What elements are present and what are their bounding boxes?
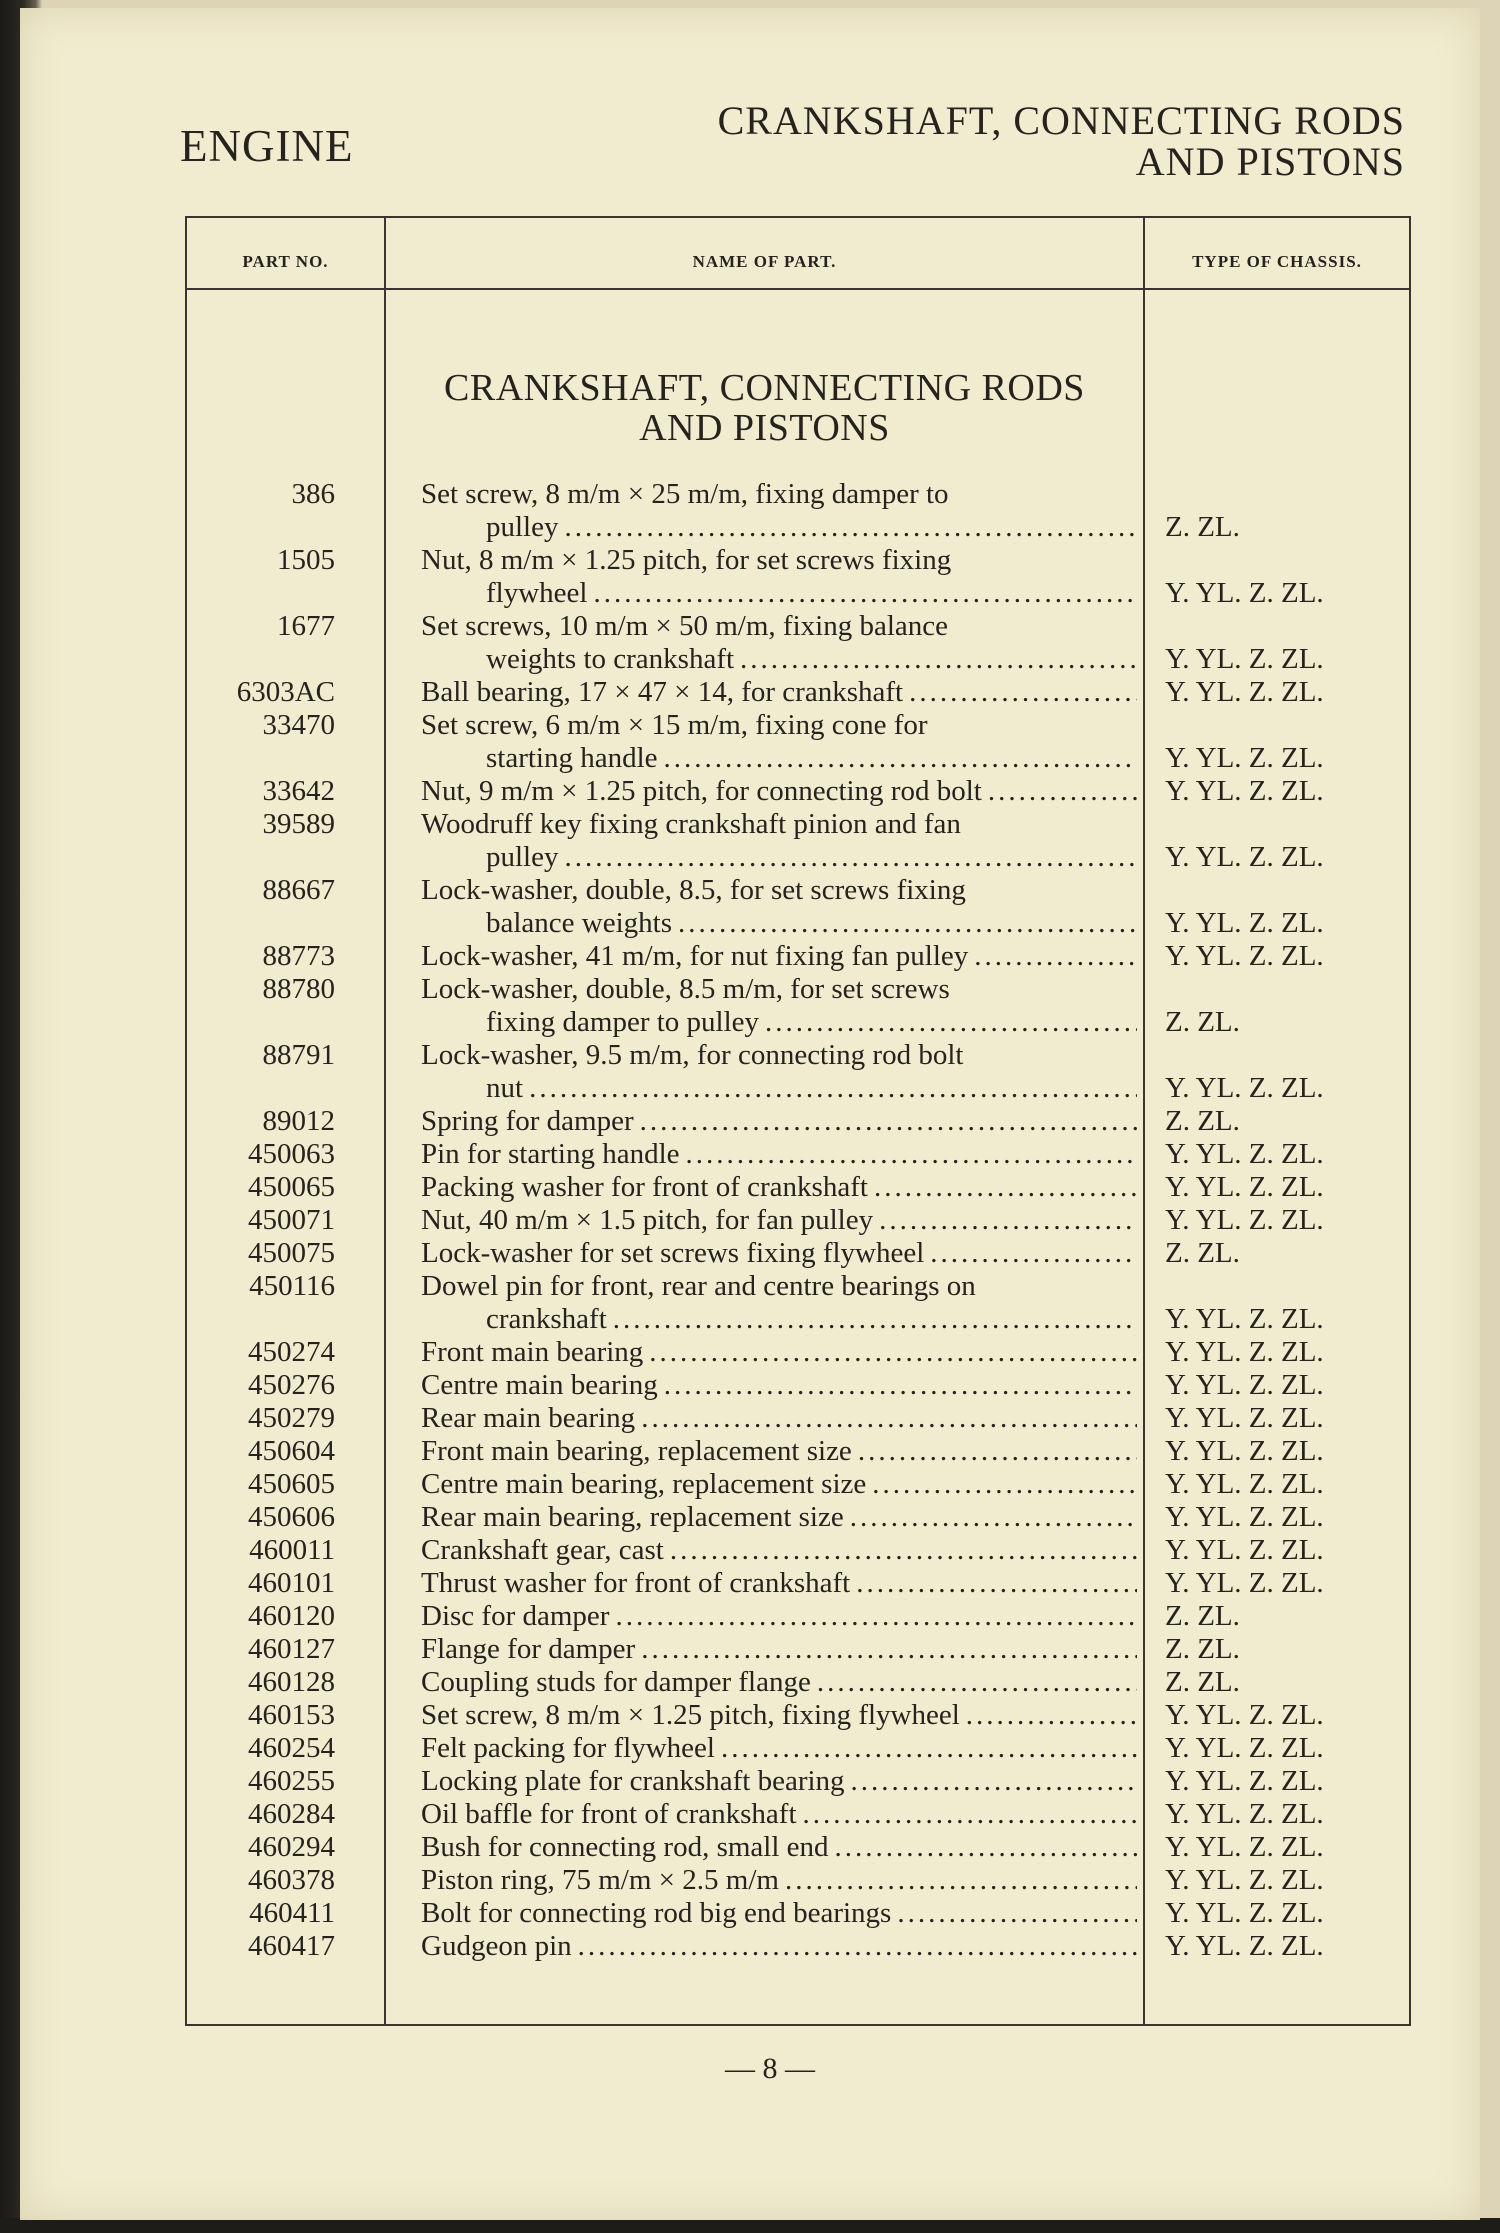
chassis-type: Y. YL. Z. ZL. <box>1165 1930 1324 1962</box>
part-name-line <box>421 610 1137 643</box>
part-name <box>421 1567 1137 1600</box>
part-number: 460294 <box>248 1831 335 1863</box>
part-name-line <box>421 808 1137 841</box>
part-name-line <box>421 1567 1137 1600</box>
table-row <box>187 478 1409 544</box>
part-name-line <box>421 874 1137 907</box>
part-name-text: Felt packing for flywheel <box>421 1732 715 1764</box>
table-section-title-line2: AND PISTONS <box>639 407 890 449</box>
part-name-text: balance weights <box>486 907 673 939</box>
part-number: 33642 <box>262 775 335 807</box>
part-name-line <box>421 742 1137 775</box>
part-name <box>421 1831 1137 1864</box>
chassis-type: Z. ZL. <box>1165 511 1240 543</box>
parts-table <box>185 216 1411 2026</box>
part-number: 460255 <box>248 1765 335 1797</box>
part-name-text: pulley <box>486 841 559 873</box>
part-name <box>421 1699 1137 1732</box>
leader-dots <box>817 1666 1137 1699</box>
part-name-line <box>421 511 1137 544</box>
table-row <box>187 973 1409 1039</box>
part-name-text: fixing damper to pulley <box>486 1006 760 1038</box>
part-number: 386 <box>291 478 335 510</box>
leader-dots <box>930 1237 1137 1270</box>
part-name-line <box>421 1666 1137 1699</box>
part-name-text: weights to crankshaft <box>486 643 735 675</box>
part-name-text: Oil baffle for front of crankshaft <box>421 1798 797 1830</box>
chassis-type: Y. YL. Z. ZL. <box>1165 1501 1324 1533</box>
part-name <box>421 1171 1137 1204</box>
part-name-text: Piston ring, 75 m/m × 2.5 m/m <box>421 1864 779 1896</box>
leader-dots <box>578 1930 1137 1963</box>
part-name-text: Set screws, 10 m/m × 50 m/m, fixing balance <box>421 610 948 642</box>
leader-dots <box>879 1204 1137 1237</box>
leader-dots <box>670 1534 1137 1567</box>
part-name-line <box>421 1897 1137 1930</box>
part-name-line <box>421 1138 1137 1171</box>
part-name-text: Disc for damper <box>421 1600 610 1632</box>
chassis-type: Z. ZL. <box>1165 1600 1240 1632</box>
part-name-text: Nut, 8 m/m × 1.25 pitch, for set screws fixing <box>421 544 952 576</box>
chassis-type: Y. YL. Z. ZL. <box>1165 1897 1324 1929</box>
chassis-type: Y. YL. Z. ZL. <box>1165 1864 1324 1896</box>
part-number: 450071 <box>248 1204 335 1236</box>
part-name-line <box>421 1237 1137 1270</box>
part-number: 460101 <box>248 1567 335 1599</box>
chassis-type: Y. YL. Z. ZL. <box>1165 1171 1324 1203</box>
part-name-line <box>421 1798 1137 1831</box>
part-name-line <box>421 643 1137 676</box>
part-number: 460417 <box>248 1930 335 1962</box>
part-name <box>421 1864 1137 1897</box>
part-number: 450606 <box>248 1501 335 1533</box>
part-name <box>421 1336 1137 1369</box>
part-name <box>421 676 1137 709</box>
leader-dots <box>641 1633 1137 1666</box>
table-row <box>187 940 1409 973</box>
table-row <box>187 1633 1409 1666</box>
leader-dots <box>803 1798 1137 1831</box>
part-name-line <box>421 907 1137 940</box>
part-name-line <box>421 1303 1137 1336</box>
leader-dots <box>858 1435 1137 1468</box>
table-row <box>187 1567 1409 1600</box>
part-name-text: Spring for damper <box>421 1105 634 1137</box>
leader-dots <box>721 1732 1137 1765</box>
part-name-text: Centre main bearing, replacement size <box>421 1468 867 1500</box>
page-number: — 8 — <box>725 2052 815 2085</box>
part-number: 450604 <box>248 1435 335 1467</box>
part-name <box>421 1402 1137 1435</box>
leader-dots <box>974 940 1137 973</box>
table-row <box>187 1699 1409 1732</box>
leader-dots <box>565 511 1138 544</box>
part-number: 450605 <box>248 1468 335 1500</box>
chassis-type: Y. YL. Z. ZL. <box>1165 940 1324 972</box>
part-number: 1677 <box>277 610 335 642</box>
part-name-text: pulley <box>486 511 559 543</box>
part-name-line <box>421 676 1137 709</box>
chassis-type: Z. ZL. <box>1165 1237 1240 1269</box>
part-name <box>421 1534 1137 1567</box>
part-name-text: Rear main bearing, replacement size <box>421 1501 844 1533</box>
table-body <box>187 478 1409 1963</box>
part-name-text: Pin for starting handle <box>421 1138 680 1170</box>
leader-dots <box>664 1369 1137 1402</box>
leader-dots <box>765 1006 1137 1039</box>
table-row <box>187 1864 1409 1897</box>
part-number: 460284 <box>248 1798 335 1830</box>
part-name-text: Lock-washer, double, 8.5, for set screws fixing <box>421 874 966 906</box>
part-name-line <box>421 775 1137 808</box>
part-name-text: Centre main bearing <box>421 1369 658 1401</box>
leader-dots <box>966 1699 1137 1732</box>
leader-dots <box>909 676 1137 709</box>
part-name-line <box>421 1039 1137 1072</box>
part-name <box>421 1930 1137 1963</box>
part-name-text: Packing washer for front of crankshaft <box>421 1171 868 1203</box>
chassis-type: Y. YL. Z. ZL. <box>1165 907 1324 939</box>
part-name-text: flywheel <box>486 577 588 609</box>
chassis-type: Y. YL. Z. ZL. <box>1165 1567 1324 1599</box>
part-name-line <box>421 1600 1137 1633</box>
part-name <box>421 1105 1137 1138</box>
table-row <box>187 1039 1409 1105</box>
chassis-type: Y. YL. Z. ZL. <box>1165 841 1324 873</box>
part-name-text: Nut, 9 m/m × 1.25 pitch, for connecting rod bolt <box>421 775 982 807</box>
part-name-text: Rear main bearing <box>421 1402 636 1434</box>
chassis-type: Y. YL. Z. ZL. <box>1165 1732 1324 1764</box>
leader-dots <box>740 643 1137 676</box>
part-name <box>421 1600 1137 1633</box>
chassis-type: Y. YL. Z. ZL. <box>1165 1765 1324 1797</box>
chassis-type: Z. ZL. <box>1165 1006 1240 1038</box>
part-name-line <box>421 709 1137 742</box>
part-name <box>421 1732 1137 1765</box>
table-row <box>187 1435 1409 1468</box>
part-name-line <box>421 841 1137 874</box>
part-name-line <box>421 1402 1137 1435</box>
part-name <box>421 1270 1137 1336</box>
part-name-line <box>421 1864 1137 1897</box>
part-name <box>421 1501 1137 1534</box>
table-row <box>187 1897 1409 1930</box>
leader-dots <box>565 841 1138 874</box>
part-name-text: Lock-washer for set screws fixing flywheel <box>421 1237 925 1269</box>
part-number: 460120 <box>248 1600 335 1632</box>
part-name-text: Coupling studs for damper flange <box>421 1666 811 1698</box>
part-name-line <box>421 973 1137 1006</box>
part-number: 460411 <box>249 1897 335 1929</box>
table-row <box>187 1930 1409 1963</box>
leader-dots <box>897 1897 1137 1930</box>
part-name-line <box>421 1468 1137 1501</box>
part-name-line <box>421 1336 1137 1369</box>
part-name <box>421 478 1137 544</box>
part-number: 450274 <box>248 1336 335 1368</box>
part-name <box>421 973 1137 1039</box>
part-number: 460127 <box>248 1633 335 1665</box>
part-name-text: nut <box>486 1072 524 1104</box>
part-name-text: crankshaft <box>486 1303 607 1335</box>
part-name-text: Set screw, 6 m/m × 15 m/m, fixing cone for <box>421 709 928 741</box>
page <box>20 8 1480 2220</box>
part-number: 1505 <box>277 544 335 576</box>
part-number: 450279 <box>248 1402 335 1434</box>
part-name-line <box>421 1633 1137 1666</box>
table-row <box>187 1468 1409 1501</box>
part-number: 460153 <box>248 1699 335 1731</box>
part-name-text: Woodruff key fixing crankshaft pinion and fan <box>421 808 961 840</box>
part-name-line <box>421 1732 1137 1765</box>
part-name-line <box>421 1270 1137 1303</box>
part-name <box>421 1666 1137 1699</box>
part-name <box>421 874 1137 940</box>
part-name <box>421 709 1137 775</box>
table-section-title <box>386 368 1143 448</box>
leader-dots <box>874 1171 1137 1204</box>
part-number: 450116 <box>249 1270 335 1302</box>
part-name-text: Lock-washer, 9.5 m/m, for connecting rod bolt <box>421 1039 964 1071</box>
part-name-text: Bolt for connecting rod big end bearings <box>421 1897 892 1929</box>
part-name-text: Set screw, 8 m/m × 25 m/m, fixing damper to <box>421 478 949 510</box>
part-number: 6303AC <box>236 676 335 708</box>
part-number: 88773 <box>262 940 335 972</box>
chassis-type: Z. ZL. <box>1165 1105 1240 1137</box>
part-name-line <box>421 1171 1137 1204</box>
part-name-text: Set screw, 8 m/m × 1.25 pitch, fixing flywheel <box>421 1699 960 1731</box>
chassis-type: Y. YL. Z. ZL. <box>1165 1534 1324 1566</box>
part-name-line <box>421 1204 1137 1237</box>
table-row <box>187 1369 1409 1402</box>
part-number: 450075 <box>248 1237 335 1269</box>
part-number: 88791 <box>262 1039 335 1071</box>
part-name-text: Nut, 40 m/m × 1.5 pitch, for fan pulley <box>421 1204 874 1236</box>
part-name <box>421 1633 1137 1666</box>
leader-dots <box>613 1303 1137 1336</box>
column-header-chassis: TYPE OF CHASSIS. <box>1192 252 1362 271</box>
chassis-type: Y. YL. Z. ZL. <box>1165 1402 1324 1434</box>
chassis-type: Y. YL. Z. ZL. <box>1165 1798 1324 1830</box>
leader-dots <box>664 742 1137 775</box>
part-name-line <box>421 478 1137 511</box>
part-name-text: Lock-washer, double, 8.5 m/m, for set screws <box>421 973 950 1005</box>
part-name-text: starting handle <box>486 742 658 774</box>
part-number: 89012 <box>262 1105 335 1137</box>
table-row <box>187 1534 1409 1567</box>
part-name-text: Front main bearing <box>421 1336 644 1368</box>
table-row <box>187 544 1409 610</box>
leader-dots <box>835 1831 1137 1864</box>
leader-dots <box>686 1138 1137 1171</box>
table-row <box>187 1138 1409 1171</box>
part-name-line <box>421 544 1137 577</box>
chassis-type: Y. YL. Z. ZL. <box>1165 742 1324 774</box>
part-name-text: Bush for connecting rod, small end <box>421 1831 829 1863</box>
part-number: 460128 <box>248 1666 335 1698</box>
table-row <box>187 1171 1409 1204</box>
table-row <box>187 1600 1409 1633</box>
part-name-line <box>421 1831 1137 1864</box>
part-name <box>421 1138 1137 1171</box>
part-name <box>421 1435 1137 1468</box>
leader-dots <box>593 577 1137 610</box>
table-row <box>187 808 1409 874</box>
part-name-text: Crankshaft gear, cast <box>421 1534 664 1566</box>
part-name-text: Lock-washer, 41 m/m, for nut fixing fan pulley <box>421 940 969 972</box>
table-row <box>187 1270 1409 1336</box>
chassis-type: Y. YL. Z. ZL. <box>1165 577 1324 609</box>
chassis-type: Y. YL. Z. ZL. <box>1165 1204 1324 1236</box>
leader-dots <box>641 1402 1137 1435</box>
chassis-type: Y. YL. Z. ZL. <box>1165 1072 1324 1104</box>
column-header-part-no: PART NO. <box>242 252 329 271</box>
leader-dots <box>850 1501 1137 1534</box>
part-name <box>421 610 1137 676</box>
leader-dots <box>988 775 1137 808</box>
leader-dots <box>615 1600 1137 1633</box>
header-page-title-line1: CRANKSHAFT, CONNECTING RODS <box>717 98 1405 143</box>
part-number: 450065 <box>248 1171 335 1203</box>
chassis-type: Y. YL. Z. ZL. <box>1165 676 1324 708</box>
part-name <box>421 1369 1137 1402</box>
chassis-type: Z. ZL. <box>1165 1633 1240 1665</box>
chassis-type: Y. YL. Z. ZL. <box>1165 1336 1324 1368</box>
part-number: 460011 <box>249 1534 335 1566</box>
part-name-text: Flange for damper <box>421 1633 636 1665</box>
part-number: 450276 <box>248 1369 335 1401</box>
part-name-text: Dowel pin for front, rear and centre bearings on <box>421 1270 976 1302</box>
leader-dots <box>856 1567 1137 1600</box>
leader-dots <box>851 1765 1137 1798</box>
part-name-text: Thrust washer for front of crankshaft <box>421 1567 851 1599</box>
table-row <box>187 1666 1409 1699</box>
table-row <box>187 610 1409 676</box>
bottom-edge <box>0 2218 1500 2233</box>
table-row <box>187 1765 1409 1798</box>
table-row <box>187 1105 1409 1138</box>
part-name-text: Ball bearing, 17 × 47 × 14, for crankshaft <box>421 676 904 708</box>
part-number: 88780 <box>262 973 335 1005</box>
header-divider <box>187 288 1409 290</box>
part-name <box>421 775 1137 808</box>
part-name-line <box>421 1369 1137 1402</box>
table-row <box>187 676 1409 709</box>
part-name-line <box>421 1699 1137 1732</box>
header-page-title-line2: AND PISTONS <box>1135 139 1405 184</box>
table-row <box>187 1732 1409 1765</box>
table-row <box>187 1237 1409 1270</box>
header-page-title <box>580 100 1405 182</box>
table-row <box>187 1336 1409 1369</box>
part-name <box>421 1798 1137 1831</box>
chassis-type: Y. YL. Z. ZL. <box>1165 1435 1324 1467</box>
part-name-line <box>421 1930 1137 1963</box>
chassis-type: Y. YL. Z. ZL. <box>1165 643 1324 675</box>
chassis-type: Y. YL. Z. ZL. <box>1165 1699 1324 1731</box>
chassis-type: Y. YL. Z. ZL. <box>1165 1831 1324 1863</box>
part-name-line <box>421 940 1137 973</box>
table-row <box>187 1402 1409 1435</box>
part-name <box>421 1237 1137 1270</box>
part-name-text: Gudgeon pin <box>421 1930 572 1962</box>
table-row <box>187 1831 1409 1864</box>
part-name <box>421 1897 1137 1930</box>
table-row <box>187 1501 1409 1534</box>
part-number: 450063 <box>248 1138 335 1170</box>
leader-dots <box>640 1105 1137 1138</box>
part-name <box>421 1765 1137 1798</box>
column-header-name: NAME OF PART. <box>692 252 837 271</box>
leader-dots <box>649 1336 1137 1369</box>
table-section-title-line1: CRANKSHAFT, CONNECTING RODS <box>444 367 1085 409</box>
part-name-line <box>421 1534 1137 1567</box>
table-row <box>187 1204 1409 1237</box>
part-name <box>421 1204 1137 1237</box>
part-number: 460254 <box>248 1732 335 1764</box>
part-name <box>421 544 1137 610</box>
part-number: 39589 <box>262 808 335 840</box>
table-row <box>187 874 1409 940</box>
part-number: 33470 <box>262 709 335 741</box>
part-name-line <box>421 577 1137 610</box>
part-name-line <box>421 1072 1137 1105</box>
part-name-line <box>421 1435 1137 1468</box>
header-section-title: ENGINE <box>180 121 354 171</box>
part-name-line <box>421 1105 1137 1138</box>
part-name-line <box>421 1006 1137 1039</box>
part-name-text: Front main bearing, replacement size <box>421 1435 852 1467</box>
part-number: 88667 <box>262 874 335 906</box>
chassis-type: Y. YL. Z. ZL. <box>1165 1303 1324 1335</box>
leader-dots <box>529 1072 1137 1105</box>
part-name <box>421 1039 1137 1105</box>
chassis-type: Y. YL. Z. ZL. <box>1165 1138 1324 1170</box>
leader-dots <box>785 1864 1137 1897</box>
part-name <box>421 940 1137 973</box>
leader-dots <box>872 1468 1137 1501</box>
table-row <box>187 1798 1409 1831</box>
table-row <box>187 775 1409 808</box>
part-number: 460378 <box>248 1864 335 1896</box>
chassis-type: Y. YL. Z. ZL. <box>1165 1369 1324 1401</box>
part-name-line <box>421 1501 1137 1534</box>
chassis-type: Y. YL. Z. ZL. <box>1165 1468 1324 1500</box>
part-name-text: Locking plate for crankshaft bearing <box>421 1765 845 1797</box>
chassis-type: Z. ZL. <box>1165 1666 1240 1698</box>
part-name <box>421 1468 1137 1501</box>
part-name <box>421 808 1137 874</box>
chassis-type: Y. YL. Z. ZL. <box>1165 775 1324 807</box>
table-row <box>187 709 1409 775</box>
part-name-line <box>421 1765 1137 1798</box>
leader-dots <box>678 907 1137 940</box>
